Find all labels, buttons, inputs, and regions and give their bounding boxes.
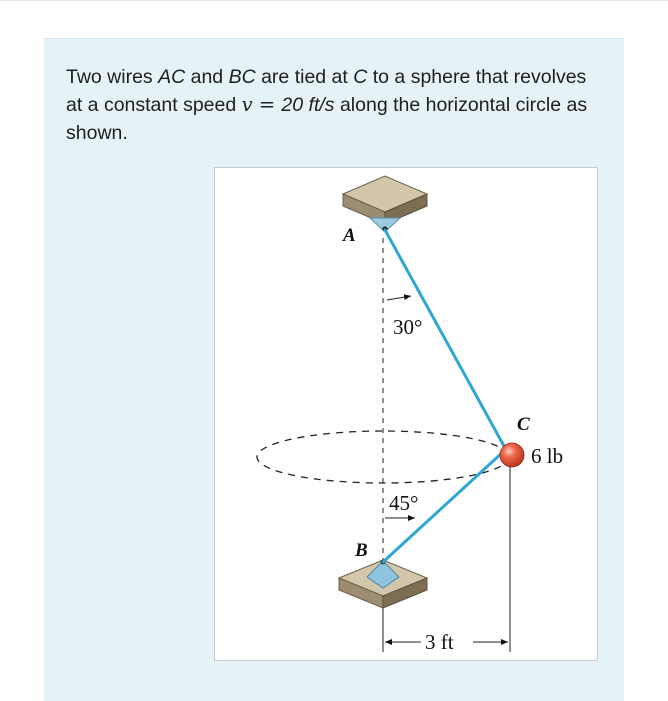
bottom-support [339, 560, 427, 608]
top-divider [0, 0, 668, 1]
text-and: and [185, 66, 229, 88]
mechanics-diagram [215, 168, 599, 662]
text-intro: Two wires [66, 66, 159, 88]
angle-label-bottom: 45° [389, 491, 419, 515]
wire-bc-label: BC [228, 66, 256, 88]
weight-label: 6 lb [531, 444, 564, 468]
problem-statement [66, 63, 606, 147]
text-tied-at: are tied at [255, 66, 354, 88]
sphere [500, 443, 524, 467]
label-a: A [343, 225, 356, 246]
wire-ac-label: AC [158, 66, 186, 88]
radius-label: 3 ft [425, 630, 454, 654]
angle-arc-top [387, 296, 411, 300]
label-b: B [355, 540, 368, 561]
point-c-label: C [353, 66, 368, 88]
text-rest-2: along the horizontal circle as shown. [66, 94, 588, 144]
speed-symbol: v [241, 93, 253, 116]
angle-label-top: 30° [393, 315, 423, 339]
figure [214, 167, 598, 661]
question-card [44, 38, 624, 701]
text-rest-1: to a sphere that revolves at a constant speed [66, 66, 587, 116]
speed-unit: ft/s [308, 94, 335, 116]
label-c: C [517, 414, 530, 435]
speed-value: 20 [281, 94, 304, 116]
top-support [343, 176, 427, 232]
equals-sign: = [252, 93, 282, 116]
